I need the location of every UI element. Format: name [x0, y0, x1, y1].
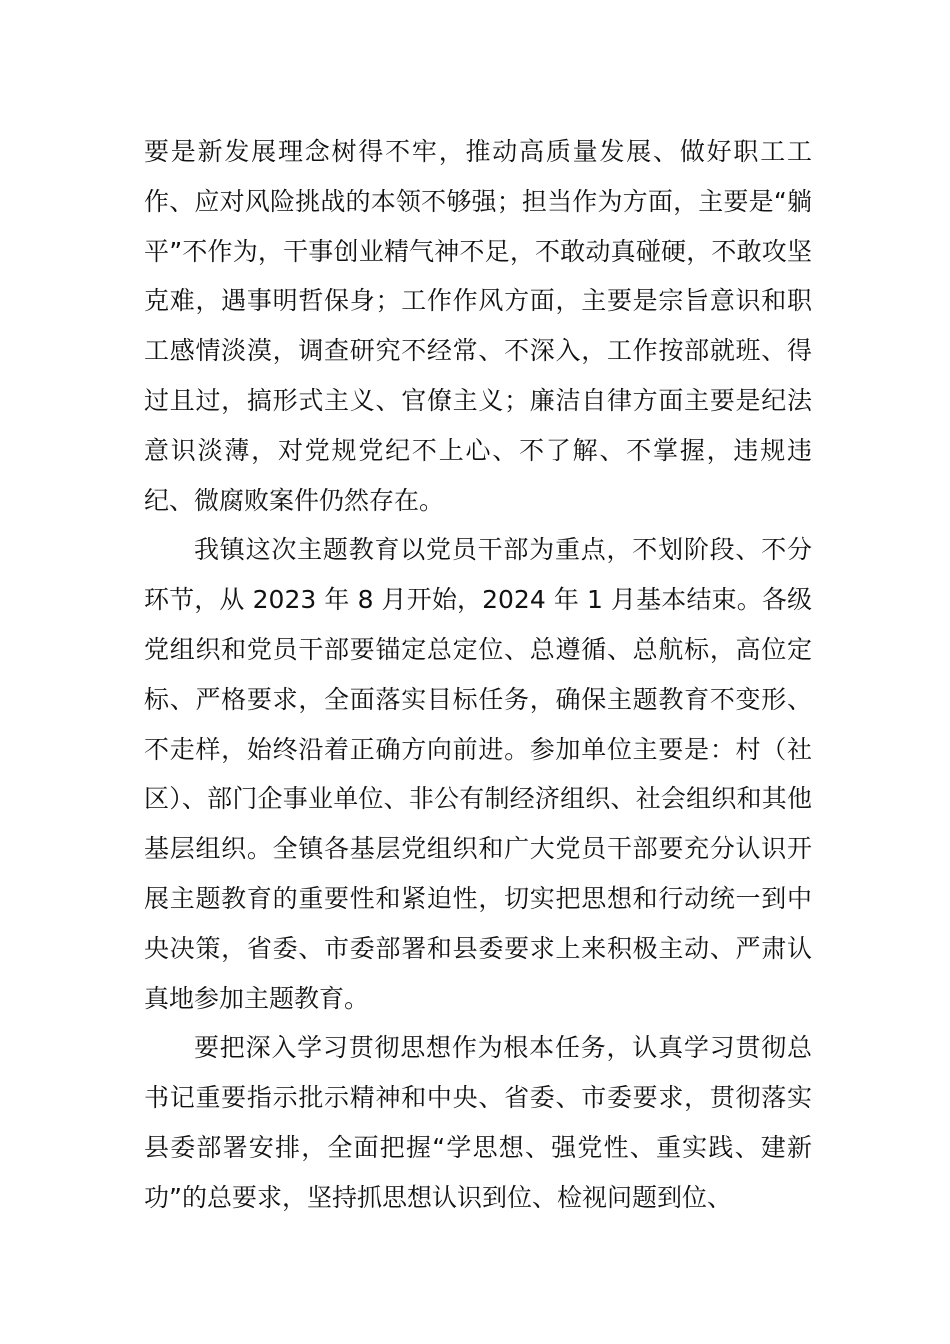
- paragraph-3: 要把深入学习贯彻思想作为根本任务，认真学习贯彻总书记重要指示批示精神和中央、省委、市委要求，贯彻落实县委部署安排，全面把握“学思想、强党性、重实践、建新功”的总要求，坚持抓思想认识到位、检视问题到位、: [144, 1033, 812, 1212]
- paragraph-1: 要是新发展理念树得不牢，推动高质量发展、做好职工工作、应对风险挑战的本领不够强；担当作为方面，主要是“躺平”不作为，干事创业精气神不足，不敢动真碰硬，不敢攻坚克难，遇事明哲保身；工作作风方面，主要是宗旨意识和职工感情淡漠，调查研究不经常、不深入，工作按部就班、得过且过，搞形式主义、官僚主义；廉洁自律方面主要是纪法意识淡薄，对党规党纪不上心、不了解、不掌握，违规违纪、微腐败案件仍然存在。: [144, 137, 812, 515]
- document-body: [144, 127, 812, 1223]
- paragraph-2: 我镇这次主题教育以党员干部为重点，不划阶段、不分环节，从 2023 年 8 月开始，2024 年 1 月基本结束。各级党组织和党员干部要锚定总定位、总遵循、总航标，高位定标、严格要求，全面落实目标任务，确保主题教育不变形、不走样，始终沿着正确方向前进。参加单位主要是：村（社区）、部门企事业单位、非公有制经济组织、社会组织和其他基层组织。全镇各基层党组织和广大党员干部要充分认识开展主题教育的重要性和紧迫性，切实把思想和行动统一到中央决策，省委、市委部署和县委要求上来积极主动、严肃认真地参加主题教育。: [144, 535, 812, 1013]
